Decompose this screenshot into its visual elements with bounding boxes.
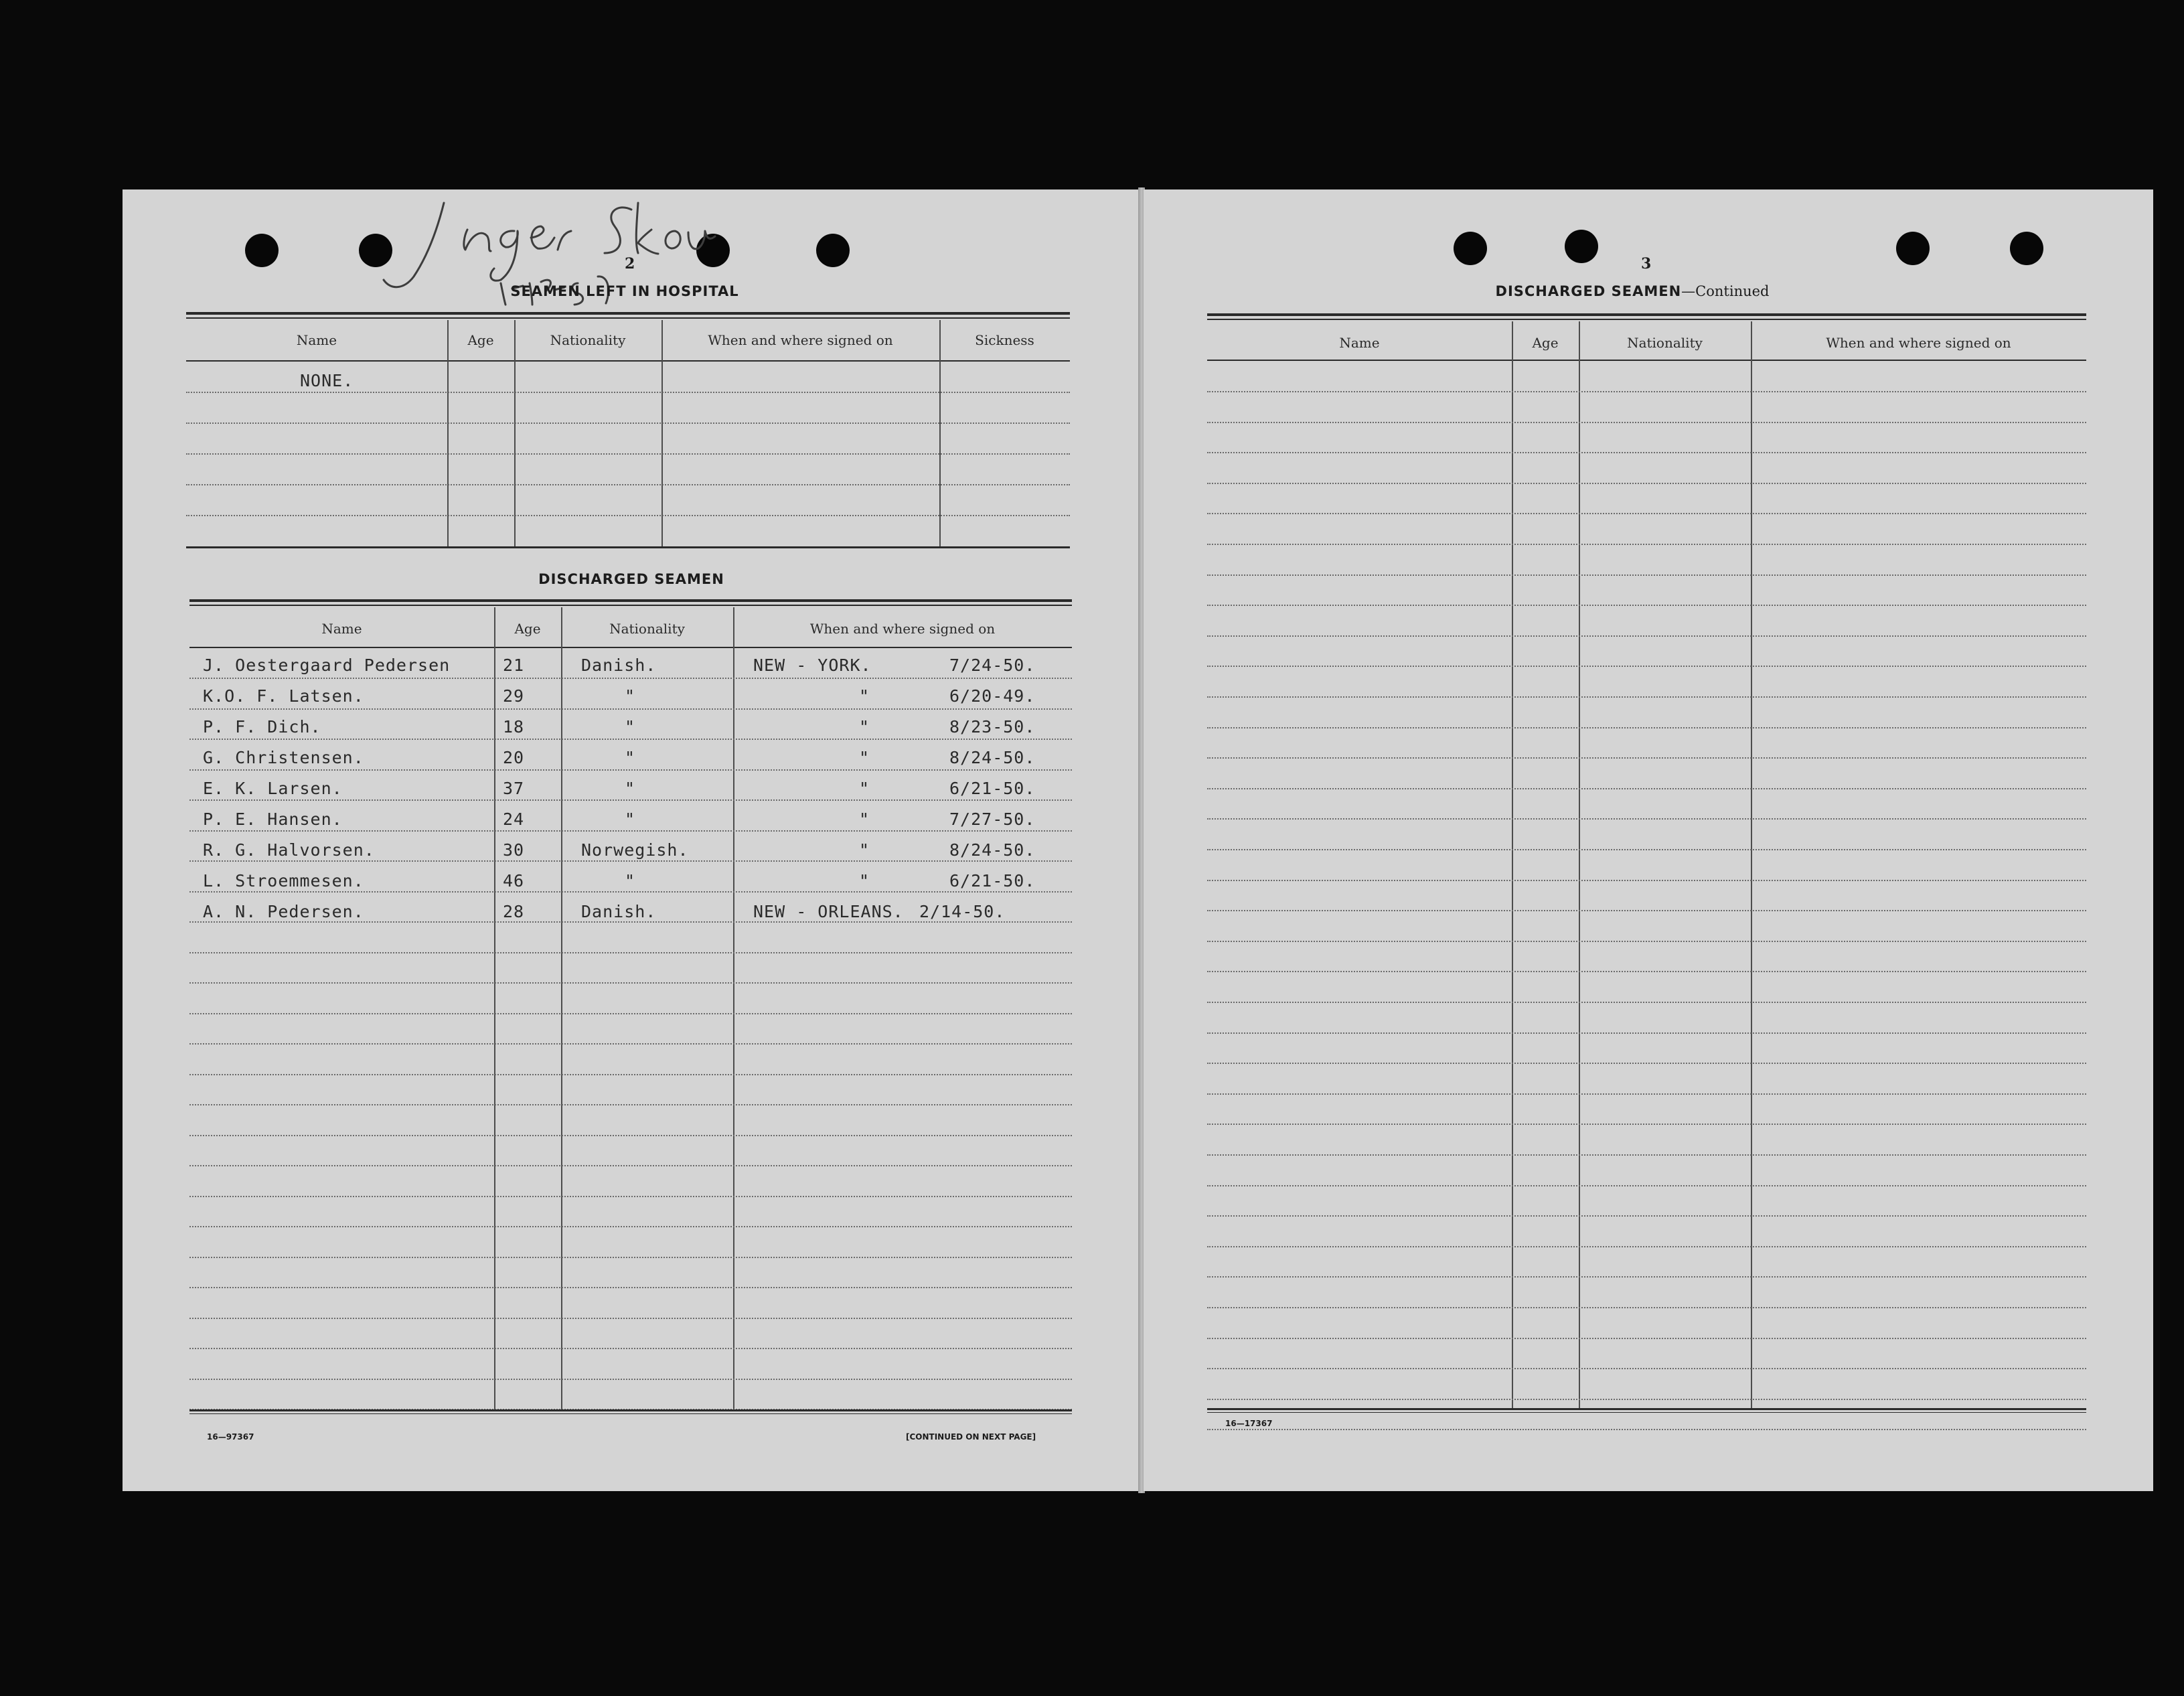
title-main: DISCHARGED SEAMEN [1495,283,1682,299]
ruled-line [1207,666,2086,667]
col-name: Name [321,621,362,637]
signed-on-date: 6/21-50. [949,871,1036,891]
seaman-age: 18 [503,717,525,737]
signed-on-date: 6/20-49. [949,686,1036,706]
ruled-line [189,1104,1072,1105]
punch-hole [2010,232,2043,265]
punch-hole [1454,232,1487,265]
signed-on-place: " [859,810,870,829]
ruled-line [1207,941,2086,942]
signed-on-place: NEW - YORK. [753,656,872,675]
col-nationality: Nationality [609,621,685,637]
col-signed-on: When and where signed on [809,621,996,637]
seaman-name: A. N. Pedersen. [203,902,364,921]
ruled-line [1207,788,2086,789]
ruled-line [1207,757,2086,759]
ruled-line [1207,1032,2086,1034]
ruled-line [1207,513,2086,514]
signed-on-place: " [859,871,870,891]
seaman-age: 28 [503,902,525,921]
ruled-line [1207,1399,2086,1400]
punch-hole [1565,230,1598,263]
ruled-line [189,1226,1072,1227]
punch-hole [1896,232,1930,265]
hospital-entry: NONE. [300,371,354,390]
ruled-line [189,1318,1072,1319]
seaman-name: E. K. Larsen. [203,779,343,798]
form-code: 16—17367 [1225,1419,1273,1428]
seaman-name: L. Stroemmesen. [203,871,364,891]
punch-hole [816,234,850,267]
ruled-line [189,1013,1072,1014]
seaman-age: 21 [503,656,525,675]
discharged-continued-table [1207,313,2086,1602]
ruled-line [189,860,1072,862]
ruled-line [189,739,1072,740]
col-signed-on: When and where signed on [1826,335,2011,351]
signed-on-date: 7/24-50. [949,656,1036,675]
seaman-name: P. E. Hansen. [203,810,343,829]
col-name: Name [296,332,337,348]
ruled-line [189,1348,1072,1349]
title-suffix: —Continued [1681,283,1770,299]
continued-note: [CONTINUED ON NEXT PAGE] [906,1432,1036,1442]
ruled-line [189,799,1072,801]
seaman-age: 20 [503,748,525,767]
seaman-nationality: " [625,748,636,767]
discharged-section-title: DISCHARGED SEAMEN [538,571,724,587]
signed-on-date: 6/21-50. [949,779,1036,798]
signed-on-place: " [859,840,870,860]
col-nationality: Nationality [550,332,626,348]
ruled-line [1207,1093,2086,1095]
left-page [123,189,1142,1491]
ruled-line [1207,1307,2086,1308]
seaman-nationality: " [625,779,636,798]
ruled-line [1207,1124,2086,1125]
ruled-line [189,1043,1072,1045]
signed-on-date: 8/24-50. [949,840,1036,860]
discharged-continued-title [1298,283,1967,299]
ruled-line [1207,880,2086,881]
col-age: Age [514,621,541,637]
signed-on-date: 7/27-50. [949,810,1036,829]
ruled-line [1207,1154,2086,1156]
ruled-line [189,1196,1072,1197]
seaman-nationality: " [625,871,636,891]
ruled-line [189,1257,1072,1258]
seaman-name: R. G. Halvorsen. [203,840,375,860]
discharged-table [189,599,1072,1423]
signed-on-date: 8/23-50. [949,717,1036,737]
ruled-line [189,769,1072,771]
seaman-age: 24 [503,810,525,829]
col-age: Age [467,332,494,348]
ruled-line [1207,391,2086,392]
right-page [1144,189,2153,1491]
ruled-line [189,678,1072,679]
ruled-line [189,891,1072,893]
ruled-line [1207,1338,2086,1339]
col-signed-on: When and where signed on [708,332,893,348]
signed-on-place: " [859,717,870,737]
ruled-line [1207,727,2086,728]
ruled-line [1207,1185,2086,1186]
ruled-line [189,1165,1072,1166]
seaman-age: 37 [503,779,525,798]
col-name: Name [1339,335,1380,351]
ruled-line [1207,422,2086,423]
signed-on-place: NEW - ORLEANS. [753,902,904,921]
ruled-line [1207,1276,2086,1278]
ruled-line [1207,605,2086,606]
hospital-section-title: SEAMEN LEFT IN HOSPITAL [510,283,739,299]
ruled-line [1207,1246,2086,1247]
punch-hole [245,234,279,267]
seaman-name: K.O. F. Latsen. [203,686,364,706]
seaman-nationality: Norwegish. [581,840,689,860]
col-sickness: Sickness [975,332,1034,348]
seaman-nationality: " [625,810,636,829]
ruled-line [1207,971,2086,972]
col-nationality: Nationality [1627,335,1703,351]
ruled-line [1207,849,2086,850]
page-number: 3 [1641,255,1652,273]
ruled-line [1207,818,2086,820]
signed-on-date: 8/24-50. [949,748,1036,767]
seaman-name: J. Oestergaard Pedersen [203,656,451,675]
ruled-line [1207,483,2086,484]
seaman-nationality: " [625,686,636,706]
seaman-nationality: Danish. [581,656,657,675]
col-age: Age [1532,335,1559,351]
form-code: 16—97367 [207,1432,254,1442]
seaman-age: 30 [503,840,525,860]
ruled-line [1207,452,2086,453]
ruled-line [1207,574,2086,576]
signed-on-place: " [859,779,870,798]
ruled-line [1207,696,2086,698]
ruled-line [189,1074,1072,1075]
ruled-line [1207,910,2086,911]
ruled-line [189,1135,1072,1136]
page-number: 2 [625,255,635,273]
ruled-line [1207,1368,2086,1369]
ruled-line [1207,1002,2086,1003]
ruled-line [1207,1215,2086,1217]
ruled-line [189,1379,1072,1380]
ruled-line [189,708,1072,710]
signed-on-place: " [859,686,870,706]
ruled-line [189,921,1072,923]
ruled-line [1207,544,2086,545]
seaman-name: G. Christensen. [203,748,364,767]
ruled-line [1207,635,2086,637]
ruled-line [1207,1429,2086,1430]
seaman-nationality: " [625,717,636,737]
ruled-line [189,1287,1072,1288]
ruled-line [1207,1063,2086,1064]
seaman-name: P. F. Dich. [203,717,321,737]
seaman-age: 46 [503,871,525,891]
signed-on-date: 2/14-50. [919,902,1006,921]
ruled-line [189,982,1072,984]
ruled-line [189,952,1072,953]
ruled-line [189,830,1072,832]
signed-on-place: " [859,748,870,767]
seaman-nationality: Danish. [581,902,657,921]
seaman-age: 29 [503,686,525,706]
